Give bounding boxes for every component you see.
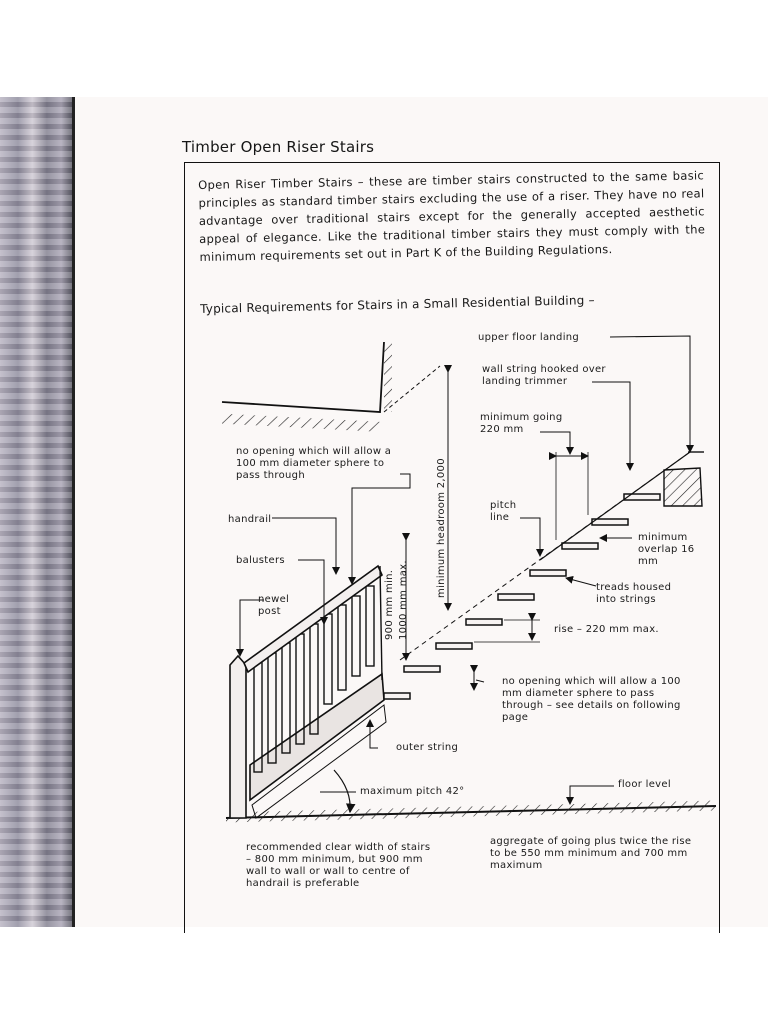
label-clear-width: recommended clear width of stairs – 800 mm minimum, but 900 mm wall to wall or wall to centre of handrail is preferable [246, 842, 431, 889]
upper-floor-wall [222, 342, 440, 432]
label-floor-level: floor level [618, 779, 671, 790]
label-pitch-line: pitch line [490, 500, 517, 523]
label-newel-post: newel post [258, 594, 290, 617]
label-no-opening-treads: no opening which will allow a 100 mm diameter sphere to pass through – see details on following page [502, 676, 681, 723]
label-rise: rise – 220 mm max. [554, 624, 659, 635]
label-upper-floor-landing: upper floor landing [478, 332, 580, 343]
label-handrail-max: 1000 mm max. [398, 560, 409, 640]
label-outer-string: outer string [396, 742, 459, 753]
pitch-angle-arc [334, 770, 350, 812]
going-dimension [556, 452, 588, 540]
label-aggregate: aggregate of going plus twice the rise to be 550 mm minimum and 700 mm maximum [490, 836, 692, 871]
label-minimum-overlap: minimum overlap 16 mm [638, 532, 695, 567]
label-balusters: balusters [236, 555, 285, 566]
floor-level [226, 801, 716, 823]
handrail [244, 566, 382, 680]
label-handrail: handrail [228, 514, 272, 525]
label-maximum-pitch: maximum pitch 42° [360, 786, 465, 797]
label-treads-housed: treads housed into strings [596, 582, 672, 605]
label-no-opening-balusters: no opening which will allow a 100 mm diameter sphere to pass through [236, 446, 392, 481]
page-title: Timber Open Riser Stairs [182, 138, 375, 156]
diagram-subtitle: Typical Requirements for Stairs in a Small Residential Building – [200, 293, 595, 316]
label-wall-string: wall string hooked over landing trimmer [482, 364, 606, 387]
label-handrail-min: 900 mm min. [384, 569, 395, 640]
newel-post [230, 656, 246, 818]
label-headroom: minimum headroom 2,000 [436, 458, 447, 598]
intro-paragraph: Open Riser Timber Stairs – these are timber stairs constructed to the same basic principles as standard timber stairs excluding the use of a riser. They have no real advantage over traditional stairs except for the generally accepted aesthetic appeal of elegance. Like the traditional timber stairs they must comply with the minimum requirements set out in Part K of the Building Regulations. [198, 168, 706, 264]
label-minimum-going: minimum going 220 mm [480, 412, 563, 435]
